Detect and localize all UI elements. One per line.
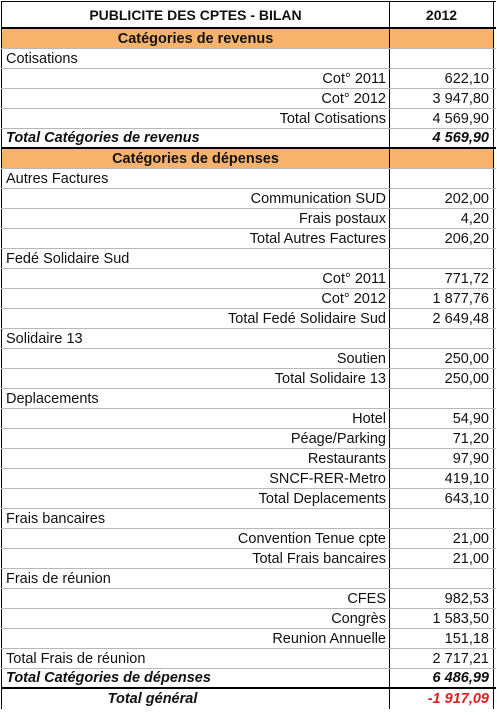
group-total-label: Total Cotisations <box>1 109 390 128</box>
item-label: Cot° 2012 <box>1 89 390 108</box>
item-value: 71,20 <box>390 429 494 448</box>
item-row <box>1 429 496 449</box>
table-title: PUBLICITE DES CPTES - BILAN <box>1 2 390 27</box>
item-row <box>1 629 496 649</box>
group-total-value: 2 649,48 <box>390 309 494 328</box>
group-name: Cotisations <box>1 49 390 68</box>
empty-cell <box>390 509 494 528</box>
group-total-value: 643,10 <box>390 489 494 508</box>
group-total-value: 4 569,90 <box>390 109 494 128</box>
item-row <box>1 289 496 309</box>
item-value: 982,53 <box>390 589 494 608</box>
item-label: CFES <box>1 589 390 608</box>
group-name: Frais de réunion <box>1 569 390 588</box>
item-value: 202,00 <box>390 189 494 208</box>
group-name: Autres Factures <box>1 169 390 188</box>
group-total-row <box>1 489 496 509</box>
group-total-label: Total Solidaire 13 <box>1 369 390 388</box>
group-name: Fedé Solidaire Sud <box>1 249 390 268</box>
group-row-fede-solidaire-sud <box>1 249 496 269</box>
item-label: SNCF-RER-Metro <box>1 469 390 488</box>
section-header-revenus <box>1 29 496 49</box>
group-total-row <box>1 309 496 329</box>
item-label: Péage/Parking <box>1 429 390 448</box>
total-general-row <box>1 689 496 709</box>
item-label: Restaurants <box>1 449 390 468</box>
item-row <box>1 69 496 89</box>
section-label: Catégories de revenus <box>1 29 390 48</box>
group-row-solidaire-13 <box>1 329 496 349</box>
table-header-row <box>1 1 496 29</box>
group-row-deplacements <box>1 389 496 409</box>
item-value: 3 947,80 <box>390 89 494 108</box>
group-total-label: Total Deplacements <box>1 489 390 508</box>
item-label: Reunion Annuelle <box>1 629 390 648</box>
group-row-frais-de-reunion <box>1 569 496 589</box>
section-value-cell <box>390 149 494 168</box>
group-row-autres-factures <box>1 169 496 189</box>
group-name: Solidaire 13 <box>1 329 390 348</box>
item-value: 1 583,50 <box>390 609 494 628</box>
group-total-value: 2 717,21 <box>390 649 494 668</box>
group-total-label: Total Frais bancaires <box>1 549 390 568</box>
empty-cell <box>390 329 494 348</box>
item-value: 1 877,76 <box>390 289 494 308</box>
item-value: 419,10 <box>390 469 494 488</box>
item-label: Soutien <box>1 349 390 368</box>
group-total-value: 206,20 <box>390 229 494 248</box>
total-depenses-label: Total Catégories de dépenses <box>1 669 390 687</box>
total-depenses-row <box>1 669 496 689</box>
item-row <box>1 269 496 289</box>
item-label: Frais postaux <box>1 209 390 228</box>
item-label: Cot° 2011 <box>1 69 390 88</box>
item-row <box>1 189 496 209</box>
total-depenses-value: 6 486,99 <box>390 669 494 687</box>
section-value-cell <box>390 29 494 48</box>
item-row <box>1 89 496 109</box>
total-general-value: -1 917,09 <box>390 689 494 709</box>
empty-cell <box>390 569 494 588</box>
item-value: 54,90 <box>390 409 494 428</box>
group-total-row <box>1 649 496 669</box>
item-label: Congrès <box>1 609 390 628</box>
section-label: Catégories de dépenses <box>1 149 390 168</box>
empty-cell <box>390 389 494 408</box>
item-value: 21,00 <box>390 529 494 548</box>
year-header: 2012 <box>390 2 494 27</box>
group-total-label: Total Autres Factures <box>1 229 390 248</box>
item-label: Communication SUD <box>1 189 390 208</box>
item-value: 622,10 <box>390 69 494 88</box>
item-value: 250,00 <box>390 349 494 368</box>
item-row <box>1 589 496 609</box>
item-row <box>1 349 496 369</box>
item-label: Convention Tenue cpte <box>1 529 390 548</box>
item-value: 771,72 <box>390 269 494 288</box>
group-name: Frais bancaires <box>1 509 390 528</box>
section-header-depenses <box>1 149 496 169</box>
item-label: Hotel <box>1 409 390 428</box>
group-total-row <box>1 549 496 569</box>
item-row <box>1 409 496 429</box>
group-total-value: 250,00 <box>390 369 494 388</box>
total-general-label: Total général <box>1 689 390 709</box>
item-row <box>1 529 496 549</box>
total-revenus-value: 4 569,90 <box>390 129 494 147</box>
group-total-row <box>1 229 496 249</box>
group-total-row <box>1 369 496 389</box>
group-row-frais-bancaires <box>1 509 496 529</box>
item-label: Cot° 2012 <box>1 289 390 308</box>
item-value: 97,90 <box>390 449 494 468</box>
group-total-value: 21,00 <box>390 549 494 568</box>
group-total-label: Total Fedé Solidaire Sud <box>1 309 390 328</box>
item-row <box>1 469 496 489</box>
item-value: 4,20 <box>390 209 494 228</box>
item-row <box>1 449 496 469</box>
empty-cell <box>390 169 494 188</box>
group-total-label: Total Frais de réunion <box>1 649 390 668</box>
item-row <box>1 609 496 629</box>
total-revenus-label: Total Catégories de revenus <box>1 129 390 147</box>
group-row-cotisations <box>1 49 496 69</box>
item-label: Cot° 2011 <box>1 269 390 288</box>
group-total-row <box>1 109 496 129</box>
item-row <box>1 209 496 229</box>
empty-cell <box>390 249 494 268</box>
balance-sheet-table <box>1 1 496 709</box>
total-revenus-row <box>1 129 496 149</box>
group-name: Deplacements <box>1 389 390 408</box>
item-value: 151,18 <box>390 629 494 648</box>
empty-cell <box>390 49 494 68</box>
